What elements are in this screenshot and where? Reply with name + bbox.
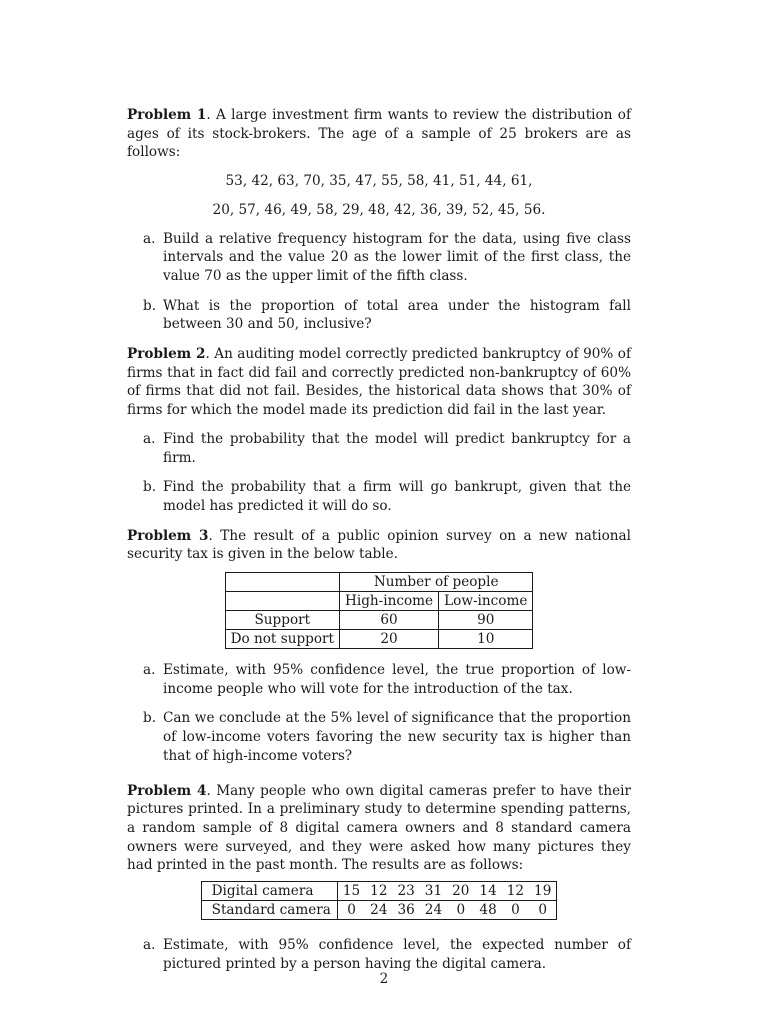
table-col-header-low-income: Low-income	[439, 592, 533, 611]
problem-1-data-line-2: 20, 57, 46, 49, 58, 29, 48, 42, 36, 39, 52, 45, 56.	[212, 201, 546, 218]
part-text: Estimate, with 95% confidence level, the expected number of pictured printed by a person having the digital camera.	[163, 937, 631, 972]
table-cell: 31	[420, 882, 447, 901]
problem-2-text: . An auditing model correctly predicted bankruptcy of 90% of firms that in fact did fail and correctly predicted non-bankruptcy of 60% of firms that did not fail. Besides, the historical data shows that 30% of firms for which the model made its prediction did fail in the last year.	[127, 346, 632, 419]
document-page	[127, 106, 631, 985]
table-cell: 0	[529, 901, 557, 920]
table-cell: 48	[474, 901, 501, 920]
part-label: b.	[143, 479, 157, 496]
table-cell: 14	[474, 882, 501, 901]
table-cell: 12	[502, 882, 529, 901]
problem-1-part-b	[127, 297, 631, 334]
table-cell: 20	[447, 882, 474, 901]
table-col-header-high-income: High-income	[340, 592, 439, 611]
part-label: a.	[143, 230, 156, 247]
problem-4-part-a	[127, 936, 631, 973]
part-label: a.	[143, 430, 156, 447]
part-text: Can we conclude at the 5% level of significance that the proportion of low-income voters favoring the new security tax is higher than that of high-income voters?	[163, 710, 631, 764]
table-cell: 23	[392, 882, 419, 901]
problem-1-part-a	[127, 230, 631, 286]
problem-4-title: Problem 4	[127, 782, 207, 799]
problem-3-part-a	[127, 661, 631, 698]
table-cell: 19	[529, 882, 557, 901]
table-cell: 24	[420, 901, 447, 920]
table-row	[225, 630, 533, 649]
table-cell: 90	[439, 611, 533, 630]
table-cell: 10	[439, 630, 533, 649]
problem-2-part-a	[127, 430, 631, 467]
table-row-label-digital: Digital camera	[201, 882, 337, 901]
table-cell: 0	[447, 901, 474, 920]
table-cell: 12	[365, 882, 392, 901]
table-cell: 36	[392, 901, 419, 920]
problem-2-part-b	[127, 478, 631, 515]
table-row	[225, 592, 533, 611]
part-text: Estimate, with 95% confidence level, the true proportion of low-income people who will vote for the introduction of the tax.	[163, 662, 631, 697]
part-text: Find the probability that a firm will go bankrupt, given that the model has predicted it will do so.	[163, 479, 631, 514]
problem-4-text: . Many people who own digital cameras prefer to have their pictures printed. In a preliminary study to determine spending patterns, a random sample of 8 digital camera owners and 8 standard camera owners were surveyed, and they were asked how many pictures they had printed in the past month. The results are as follows:	[127, 782, 632, 874]
part-text: Find the probability that the model will predict bankruptcy for a firm.	[163, 430, 631, 466]
part-label: a.	[143, 937, 156, 954]
problem-4-intro	[127, 782, 631, 876]
table-row-label-do-not-support: Do not support	[225, 630, 339, 649]
table-row	[201, 882, 557, 901]
page-number: 2	[379, 971, 389, 987]
table-cell-empty	[225, 592, 339, 611]
table-cell: 0	[337, 901, 365, 920]
table-row	[201, 901, 557, 920]
table-cell-empty	[225, 573, 339, 592]
part-label: b.	[143, 297, 157, 314]
table-row	[225, 573, 533, 592]
problem-3-intro	[127, 527, 631, 564]
camera-table	[201, 881, 558, 920]
part-text: Build a relative frequency histogram for the data, using five class intervals and the value 20 as the lower limit of the first class, the value 70 as the upper limit of the fifth class.	[163, 230, 631, 284]
problem-1-intro	[127, 106, 631, 162]
table-row	[225, 611, 533, 630]
problem-3-title: Problem 3	[127, 527, 209, 544]
table-cell: 0	[502, 901, 529, 920]
table-cell: 60	[340, 611, 439, 630]
table-cell: 24	[365, 901, 392, 920]
problem-1-text: . A large investment firm wants to review the distribution of ages of its stock-brokers. The age of a sample of 25 brokers are as follows:	[127, 107, 631, 161]
table-row-label-support: Support	[225, 611, 339, 630]
part-label: a.	[143, 662, 156, 679]
table-group-header: Number of people	[340, 573, 533, 592]
problem-2-title: Problem 2	[127, 346, 206, 363]
survey-table	[225, 572, 534, 649]
problem-1-title: Problem 1	[127, 107, 207, 123]
table-row-label-standard: Standard camera	[201, 901, 337, 920]
problem-1-data-line-1: 53, 42, 63, 70, 35, 47, 55, 58, 41, 51, 44, 61,	[225, 173, 533, 190]
part-text: What is the proportion of total area under the histogram fall between 30 and 50, inclusive?	[163, 297, 631, 333]
table-cell: 15	[337, 882, 365, 901]
problem-3-part-b	[127, 709, 631, 765]
part-label: b.	[143, 710, 157, 727]
problem-3-text: . The result of a public opinion survey on a new national security tax is given in the below table.	[127, 527, 631, 563]
problem-2-intro	[127, 345, 631, 420]
table-cell: 20	[340, 630, 439, 649]
